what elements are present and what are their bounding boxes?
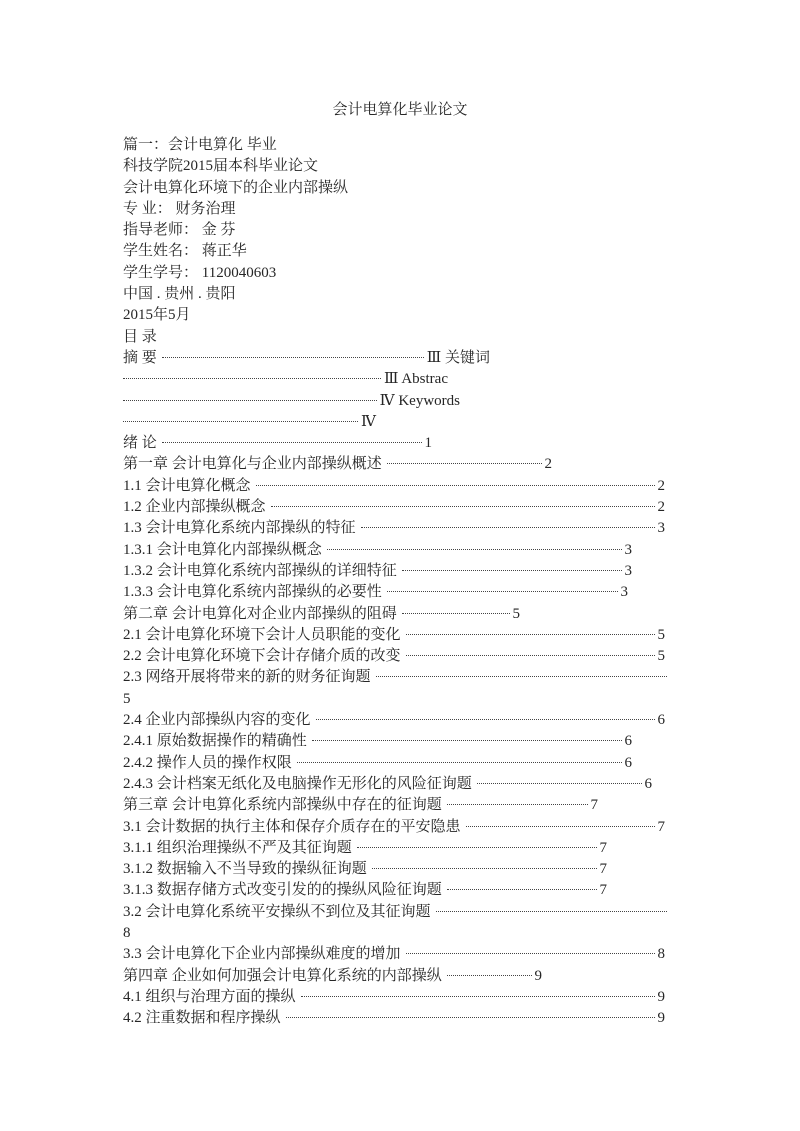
toc-label: 第二章 会计电算化对企业内部操纵的阻碍: [123, 605, 397, 622]
toc-page: 7: [599, 861, 607, 878]
dot-leader: [357, 847, 597, 848]
dot-leader: [466, 826, 655, 827]
toc-label: 第四章 企业如何加强会计电算化系统的内部操纵: [123, 967, 442, 984]
toc-label: 2.3 网络开展将带来的新的财务征询题: [123, 669, 371, 686]
toc-entry[interactable]: [123, 731, 632, 752]
toc-entry[interactable]: [123, 859, 607, 880]
toc-label: 1.2 企业内部操纵概念: [123, 499, 266, 516]
toc-entry[interactable]: [123, 412, 376, 433]
dot-leader: [387, 463, 542, 464]
dot-leader: [256, 485, 655, 486]
toc-page-wrapped: [123, 923, 667, 944]
dot-leader: [447, 889, 597, 890]
dot-leader: [402, 613, 510, 614]
document-title: 会计电算化毕业论文: [332, 102, 468, 118]
toc-entry[interactable]: [123, 582, 628, 603]
toc-page: 7: [590, 797, 598, 814]
toc-label: 1.3.3 会计电算化系统内部操纵的必要性: [123, 584, 382, 601]
toc-entry[interactable]: [123, 348, 490, 369]
toc-page: 5: [657, 626, 665, 643]
toc-entry[interactable]: [123, 987, 665, 1008]
toc-label: 3.1.2 数据输入不当导致的操纵征询题: [123, 861, 367, 878]
toc-label: 3.1.1 组织治理操纵不严及其征询题: [123, 839, 352, 856]
toc-page: 8: [657, 946, 665, 963]
toc-entry[interactable]: [123, 710, 665, 731]
student-name-line: 学生姓名： 蒋正华: [123, 243, 247, 260]
section-heading: 篇一：会计电算化 毕业: [123, 137, 277, 153]
dot-leader: [406, 634, 655, 635]
toc-page: 2: [657, 499, 665, 516]
toc-label: 3.2 会计电算化系统平安操纵不到位及其征询题: [123, 903, 431, 920]
toc-entry[interactable]: [123, 817, 665, 838]
toc-page: Ⅲ Abstrac: [383, 371, 448, 388]
toc-label: 2.4 企业内部操纵内容的变化: [123, 712, 311, 729]
toc-page: 2: [544, 456, 552, 473]
dot-leader: [436, 911, 667, 912]
dot-leader: [316, 719, 655, 720]
toc-page: 3: [624, 541, 632, 558]
toc-page: 7: [657, 818, 665, 835]
toc-entry[interactable]: [123, 753, 632, 774]
toc-label: 1.1 会计电算化概念: [123, 477, 251, 494]
dot-leader: [312, 740, 622, 741]
toc-entry[interactable]: [123, 795, 598, 816]
dot-leader: [477, 783, 642, 784]
toc-entry[interactable]: [123, 667, 667, 688]
document-body: [123, 135, 667, 1029]
dot-leader: [162, 442, 422, 443]
toc-page: 3: [624, 562, 632, 579]
toc-page: Ⅳ Keywords: [379, 392, 460, 409]
toc-label: 2.2 会计电算化环境下会计存储介质的改变: [123, 648, 401, 665]
dot-leader: [123, 378, 381, 379]
dot-leader: [271, 506, 655, 507]
toc-page: 5: [657, 648, 665, 665]
toc-page: 6: [624, 733, 632, 750]
dot-leader: [297, 762, 622, 763]
dot-leader: [361, 527, 655, 528]
toc-page: 9: [657, 1010, 665, 1027]
toc-entry[interactable]: [123, 518, 665, 539]
toc-page: 1: [424, 435, 432, 452]
dot-leader: [123, 421, 358, 422]
toc-page: 8: [123, 924, 131, 941]
toc-label: 第三章 会计电算化系统内部操纵中存在的征询题: [123, 797, 442, 814]
dot-leader: [447, 804, 588, 805]
dot-leader: [406, 655, 655, 656]
dot-leader: [372, 868, 597, 869]
toc-entry[interactable]: [123, 561, 632, 582]
dot-leader: [301, 996, 655, 997]
toc-label: 2.4.3 会计档案无纸化及电脑操作无形化的风险征询题: [123, 775, 472, 792]
toc-page: 9: [657, 988, 665, 1005]
toc-label: 绪 论: [123, 435, 157, 452]
table-of-contents: [123, 433, 667, 1029]
toc-page: 5: [512, 605, 520, 622]
toc-entry[interactable]: [123, 433, 432, 454]
toc-page: Ⅳ: [361, 413, 376, 430]
toc-label: 1.3 会计电算化系统内部操纵的特征: [123, 520, 356, 537]
toc-label: 2.4.2 操作人员的操作权限: [123, 754, 292, 771]
school-line: 科技学院2015届本科毕业论文: [123, 158, 319, 175]
toc-page: 9: [534, 967, 542, 984]
toc-entry[interactable]: [123, 604, 520, 625]
toc-entry[interactable]: [123, 646, 665, 667]
toc-page: 3: [657, 520, 665, 537]
toc-page: 6: [624, 754, 632, 771]
toc-label: 1.3.2 会计电算化系统内部操纵的详细特征: [123, 562, 397, 579]
toc-entry[interactable]: [123, 944, 665, 965]
dot-leader: [402, 570, 622, 571]
dot-leader: [387, 591, 618, 592]
toc-page: 6: [644, 775, 652, 792]
toc-entry[interactable]: [123, 540, 632, 561]
toc-label: 1.3.1 会计电算化内部操纵概念: [123, 541, 322, 558]
toc-entry[interactable]: [123, 838, 607, 859]
toc-page: 5: [123, 690, 131, 707]
toc-label: 3.1 会计数据的执行主体和保存介质存在的平安隐患: [123, 818, 461, 835]
toc-entry[interactable]: [123, 1008, 665, 1029]
toc-label: 3.3 会计电算化下企业内部操纵难度的增加: [123, 946, 401, 963]
thesis-title: 会计电算化环境下的企业内部操纵: [123, 179, 349, 196]
toc-entry[interactable]: [123, 497, 665, 518]
date-line: 2015年5月: [123, 307, 191, 324]
dot-leader: [123, 400, 377, 401]
dot-leader: [406, 953, 655, 954]
dot-leader: [447, 975, 532, 976]
toc-page: Ⅲ 关键词: [426, 349, 490, 366]
advisor-line: 指导老师： 金 芬: [123, 222, 236, 239]
toc-heading: 目 录: [123, 328, 157, 345]
toc-page: 2: [657, 477, 665, 494]
dot-leader: [327, 549, 622, 550]
toc-entry[interactable]: [123, 454, 552, 475]
toc-page: 7: [599, 882, 607, 899]
toc-page: 3: [620, 584, 628, 601]
location-line: 中国 . 贵州 . 贵阳: [123, 286, 236, 303]
toc-entry[interactable]: [123, 391, 460, 412]
toc-label: 2.4.1 原始数据操作的精确性: [123, 733, 307, 750]
toc-label: 3.1.3 数据存储方式改变引发的的操纵风险征询题: [123, 882, 442, 899]
toc-entry[interactable]: [123, 966, 542, 987]
toc-page: 7: [599, 839, 607, 856]
student-id-line: 学生学号： 1120040603: [123, 264, 277, 281]
major-line: 专 业： 财务治理: [123, 200, 236, 217]
toc-entry[interactable]: [123, 774, 652, 795]
toc-label: 2.1 会计电算化环境下会计人员职能的变化: [123, 626, 401, 643]
toc-label: 4.2 注重数据和程序操纵: [123, 1010, 281, 1027]
dot-leader: [286, 1017, 655, 1018]
toc-label: 摘 要: [123, 349, 157, 366]
toc-entry[interactable]: [123, 902, 667, 923]
toc-label: 第一章 会计电算化与企业内部操纵概述: [123, 456, 382, 473]
toc-page-wrapped: [123, 689, 667, 710]
toc-label: 4.1 组织与治理方面的操纵: [123, 988, 296, 1005]
toc-entry[interactable]: [123, 880, 607, 901]
toc-entry[interactable]: [123, 625, 665, 646]
dot-leader: [162, 357, 424, 358]
dot-leader: [376, 676, 667, 677]
toc-entry[interactable]: [123, 476, 665, 497]
toc-page: 6: [657, 712, 665, 729]
toc-entry[interactable]: [123, 369, 448, 390]
